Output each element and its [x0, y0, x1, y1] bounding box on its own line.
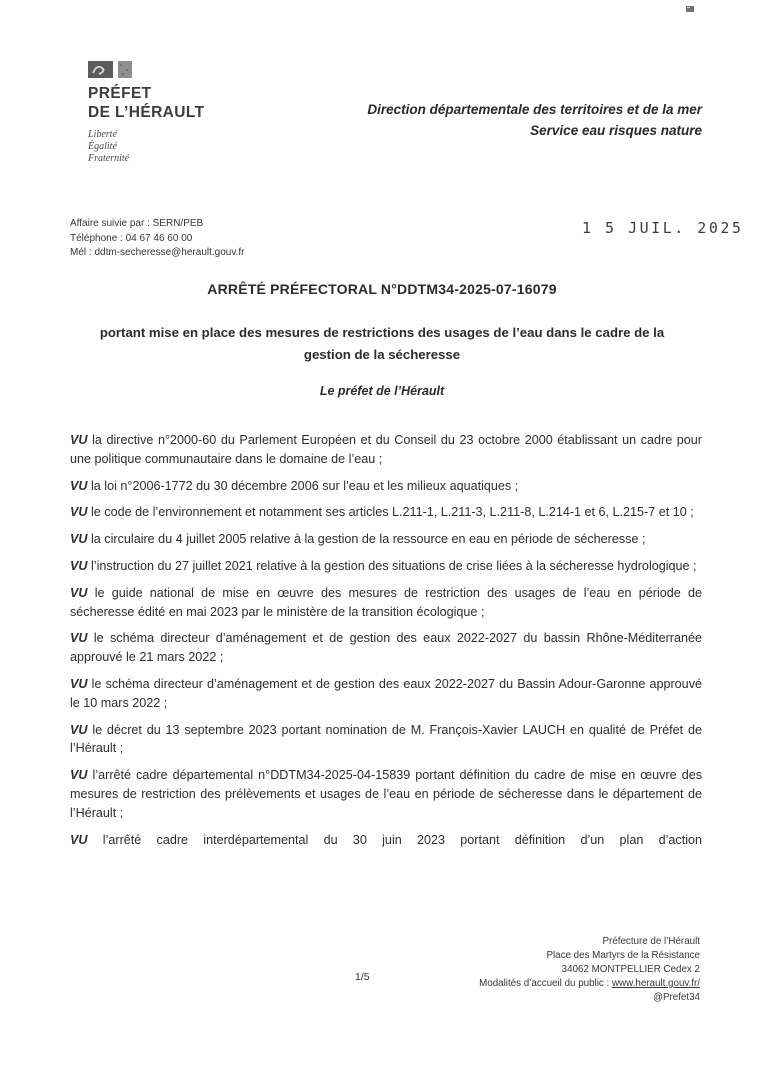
vu-text: la circulaire du 4 juillet 2005 relative à la gestion de la ressource en eau en période de sécheresse ;	[91, 532, 646, 547]
vu-text: l’instruction du 27 juillet 2021 relative à la gestion des situations de crise liées à la sécheresse hydrologique ;	[91, 558, 697, 573]
footer-prefecture-name: Préfecture de l’Hérault	[602, 936, 700, 947]
decree-title: ARRÊTÉ PRÉFECTORAL N°DDTM34-2025-07-16079	[207, 281, 557, 297]
vu-paragraph	[70, 477, 702, 496]
decree-subtitle: portant mise en place des mesures de restrictions des usages de l’eau dans le cadre de la gestion de la sécheresse	[99, 325, 665, 362]
prefecture-brand-block	[88, 60, 204, 165]
french-republic-flag-icon	[88, 60, 132, 80]
page-number: 1/5	[355, 971, 370, 983]
footer-access-label: Modalités d’accueil du public :	[479, 978, 612, 989]
vu-paragraph	[70, 675, 702, 713]
vu-paragraph	[70, 530, 702, 549]
contact-email: Mél : ddtm-secheresse@herault.gouv.fr	[70, 247, 245, 258]
footer-website-url: www.herault.gouv.fr/	[611, 978, 700, 989]
vu-paragraph	[70, 503, 702, 522]
vu-lead: VU	[70, 558, 88, 573]
scan-artifact	[686, 6, 694, 12]
vu-text: le code de l’environnement et notamment ses articles L.211-1, L.211-3, L.211-8, L.214-1 et 6, L.215-7 et 10 ;	[91, 505, 694, 520]
vu-text: le décret du 13 septembre 2023 portant nomination de M. François-Xavier LAUCH en qualité de Préfet de l’Hérault ;	[70, 722, 702, 756]
vu-paragraph	[70, 721, 702, 759]
footer-address-block	[479, 935, 700, 1005]
vu-lead: VU	[70, 505, 88, 520]
contact-phone: Téléphone : 04 67 46 60 00	[70, 232, 193, 244]
vu-lead: VU	[70, 676, 88, 691]
vu-text: le schéma directeur d’aménagement et de gestion des eaux 2022-2027 du bassin Rhône-Méditerranée approuvé le 21 mars 2022 ;	[70, 631, 702, 665]
body-paragraphs	[70, 431, 702, 857]
vu-text: la loi n°2006-1772 du 30 décembre 2006 sur l’eau et les milieux aquatiques ;	[91, 478, 519, 493]
vu-text: l’arrêté cadre départemental n°DDTM34-2025-04-15839 portant définition du cadre de mise en œuvre des mesures de restriction des prélèvements et usages de l’eau en période de sécheresse dans le département de l’Hérault ;	[70, 768, 702, 820]
issuer-line: Le préfet de l’Hérault	[319, 384, 445, 398]
vu-lead: VU	[70, 631, 88, 646]
footer-city: 34062 MONTPELLIER Cedex 2	[561, 964, 700, 975]
republic-motto	[88, 129, 204, 165]
vu-lead: VU	[70, 768, 88, 783]
vu-lead: VU	[70, 585, 88, 600]
vu-lead: VU	[70, 832, 88, 847]
footer-social-handle: @Prefet34	[653, 992, 700, 1003]
vu-text: le guide national de mise en œuvre des mesures de restriction des usages de l’eau en période de sécheresse édité en mai 2023 par le ministère de la transition écologique ;	[70, 585, 702, 619]
motto-liberte: Liberté	[88, 129, 117, 140]
motto-egalite: Égalité	[88, 141, 117, 152]
date-stamp: 1 5 JUIL. 2025	[582, 219, 744, 237]
contact-block	[70, 217, 244, 261]
vu-paragraph	[70, 629, 702, 667]
direction-name: Direction départementale des territoires et de la mer	[367, 102, 702, 117]
vu-paragraph	[70, 766, 702, 822]
footer-access-line	[479, 977, 700, 991]
issuing-service-block	[367, 99, 702, 141]
vu-lead: VU	[70, 722, 88, 737]
agency-name-line1: PRÉFET	[88, 85, 152, 102]
vu-text: le schéma directeur d’aménagement et de gestion des eaux 2022-2027 du Bassin Adour-Garonne approuvé le 10 mars 2022 ;	[70, 676, 702, 710]
vu-paragraph	[70, 431, 702, 469]
vu-paragraph	[70, 557, 702, 576]
vu-lead: VU	[70, 532, 88, 547]
contact-case-handler: Affaire suivie par : SERN/PEB	[70, 218, 204, 229]
vu-lead: VU	[70, 433, 88, 447]
agency-name-line2: DE L’HÉRAULT	[88, 104, 205, 121]
vu-paragraph	[70, 584, 702, 622]
service-name: Service eau risques nature	[530, 123, 702, 138]
footer-street: Place des Martyrs de la Résistance	[546, 950, 700, 961]
vu-text: l’arrêté cadre interdépartemental du 30 juin 2023 portant définition d’un plan d’action	[102, 832, 702, 847]
vu-text: la directive n°2000-60 du Parlement Européen et du Conseil du 23 octobre 2000 établissant un cadre pour une politique communautaire dans le domaine de l’eau ;	[70, 433, 702, 466]
motto-fraternite: Fraternité	[88, 153, 130, 164]
vu-lead: VU	[70, 478, 88, 493]
vu-paragraph	[70, 831, 702, 850]
